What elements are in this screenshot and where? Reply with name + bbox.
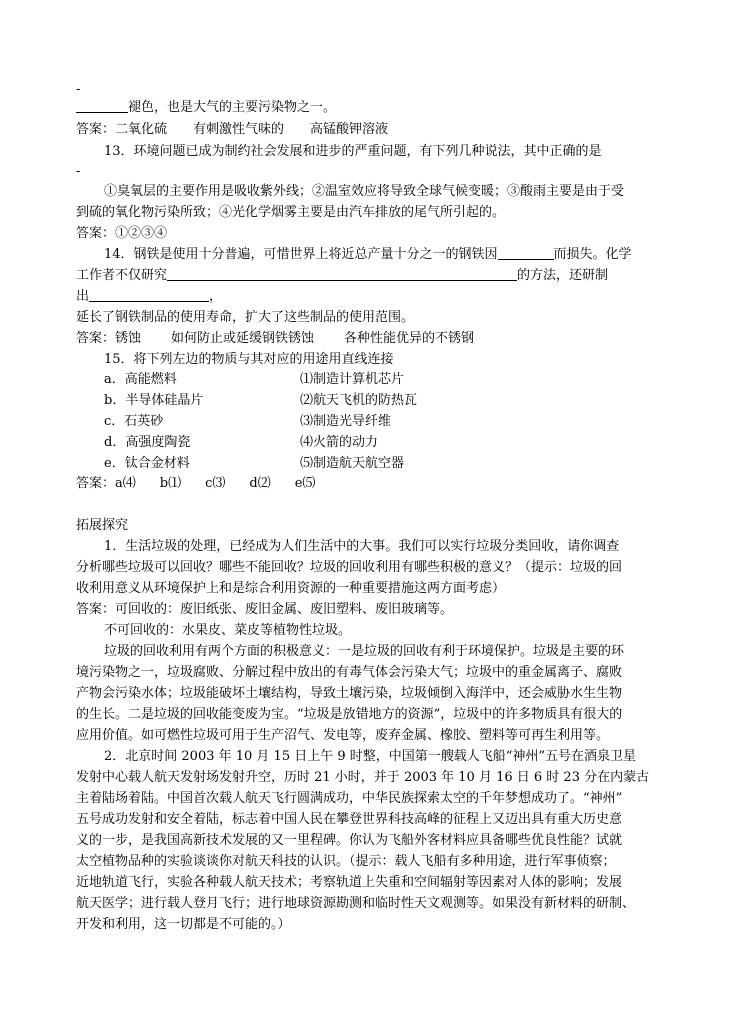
answer-blank [76,98,128,113]
section-title: 拓展探究 [76,518,129,533]
q14-line [76,287,676,307]
answer-text: 答案：锈蚀 [76,331,142,346]
q13-stem: 13．环境问题已成为制约社会发展和进步的严重问题，有下列几种说法，其中正确的是 [104,144,602,159]
paragraph-line: 垃圾的回收利用有两个方面的积极意义：一是垃圾的回收有利于环境保护。垃圾是主要的环 [104,644,625,659]
q15-left-item: c．石英砂 [104,414,164,429]
q14-text: 出 [76,289,90,304]
q14-line [104,245,704,265]
answer-text: 答案：二氧化硫 [76,122,168,137]
paragraph-line: 发射中心载人航天发射场发射升空，历时 21 小时，并于 2003 年 10 月 16 日 6 时 23 分在内蒙古 [76,770,650,785]
q15-right-item: ⑵航天飞机的防热瓦 [300,393,418,408]
paragraph-line: 2．北京时间 2003 年 10 月 15 日上午 9 时整，中国第一艘载人飞船“神州”五号在酒泉卫星 [104,749,637,764]
q13-option-line: 到硫的氧化物污染所致；④光化学烟雾主要是由汽车排放的尾气所引起的。 [76,205,506,220]
q14-text: 工作者不仅研究 [76,268,168,283]
top-mark: - [76,82,81,97]
answer-text: 如何防止或延缓钢铁锈蚀 [171,331,315,346]
q13-mark: - [76,164,81,179]
q14-answer [76,329,676,349]
q15-left-item: d．高强度陶瓷 [104,435,191,450]
answer-text: b⑴ [159,476,182,491]
paragraph-line: 境污染物之一，垃圾腐败、分解过程中放出的有毒气体会污染大气；垃圾中的重金属离子、腐败 [76,665,623,680]
paragraph-line: 分析哪些垃圾可以回收？哪些不能回收？垃圾的回收利用有哪些积极的意义？（提示：垃圾的回 [76,560,623,575]
paragraph-line: 太空植物品种的实验谈谈你对航天科技的认识。（提示：载人飞船有多种用途，进行军事侦察； [76,854,616,869]
q15-stem: 15．将下列左边的物质与其对应的用途用直线连接 [104,352,394,367]
q14-text: ， [209,289,223,304]
answer-line: 答案：可回收的：废旧纸张、废旧金属、废旧塑料、废旧玻璃等。 [76,602,454,617]
paragraph-line: 近地轨道飞行，实验各种载人航天技术；考察轨道上失重和空间辐射等因素对人体的影响；发展 [76,875,623,890]
answer-text: e⑸ [294,476,316,491]
paragraph-line: 航天医学；进行载人登月飞行；进行地球资源勘测和临时性天文观测等。如果没有新材料的研制、 [76,896,636,911]
answer-text: 高锰酸钾溶液 [310,122,389,137]
q14-text: 的方法，还研制 [517,268,609,283]
paragraph-line: 义的一步，是我国高新技术发展的又一里程碑。你认为飞船外客材料应具备哪些优良性能？试就 [76,833,623,848]
paragraph-line: 的生长。二是垃圾的回收能变废为宝。“垃圾是放错地方的资源”，垃圾中的许多物质具有很大的 [76,707,623,722]
q15-right-item: ⑷火箭的动力 [300,435,379,450]
q14-line: 延长了钢铁制品的使用寿命，扩大了这些制品的使用范围。 [76,310,415,325]
answer-blank [498,245,554,260]
q13-option-line: ①臭氧层的主要作用是吸收紫外线；②温室效应将导致全球气候变暖；③酸雨主要是由于受 [104,184,625,199]
q14-text: 而损失。化学 [553,247,632,262]
q15-right-item: ⑶制造光导纤维 [300,414,392,429]
q15-right-item: ⑴制造计算机芯片 [300,372,405,387]
paragraph-line: 1．生活垃圾的处理，已经成为人们生活中的大事。我们可以实行垃圾分类回收，请你调查 [104,539,620,554]
paragraph-line: 产物会污染水体；垃圾能破坏土壤结构，导致土壤污染，垃圾倾倒入海洋中，还会威胁水生生物 [76,686,623,701]
q15-left-item: e．钛合金材料 [104,456,190,471]
answer-text: 有刺激性气味的 [193,122,285,137]
answer-text: c⑶ [205,476,226,491]
q12-tail [76,98,676,118]
q12-answer [76,120,676,140]
paragraph-line: 五号成功发射和安全着陆，标志着中国人民在攀登世界科技高峰的征程上又迈出具有重大历史意 [76,812,623,827]
q12-tail-text: 褪色，也是大气的主要污染物之一。 [128,100,337,115]
answer-text: 答案：a⑷ [76,476,136,491]
q14-text: 14．钢铁是使用十分普遍，可惜世界上将近总产量十分之一的钢铁因 [104,247,498,262]
paragraph-line: 应用价值。如可燃性垃圾可用于生产沼气、发电等，废弃金属、橡胶、塑料等可再生利用等。 [76,728,610,743]
q15-left-item: a．高能燃料 [104,372,177,387]
paragraph-line: 开发和利用，这一切都是不可能的。） [76,917,291,932]
q14-line [76,266,676,286]
answer-text: d⑵ [249,476,271,491]
answer-text: 各种性能优异的不锈钢 [344,331,475,346]
q15-left-item: b．半导体硅晶片 [104,393,204,408]
q15-right-item: ⑸制造航天航空器 [300,456,405,471]
paragraph-line: 收利用意义从环境保护上和是综合利用资源的一种重要措施这两方面考虑） [76,581,506,596]
answer-line: 不可回收的：水果皮、菜皮等植物性垃圾。 [104,623,352,638]
q15-answer [76,474,676,494]
paragraph-line: 主着陆场着陆。中国首次载人航天飞行圆满成功，中华民族探索太空的千年梦想成功了。“神州” [76,791,623,806]
q13-answer: 答案：①②③④ [76,226,168,241]
answer-blank [89,287,209,302]
answer-blank [167,266,517,281]
